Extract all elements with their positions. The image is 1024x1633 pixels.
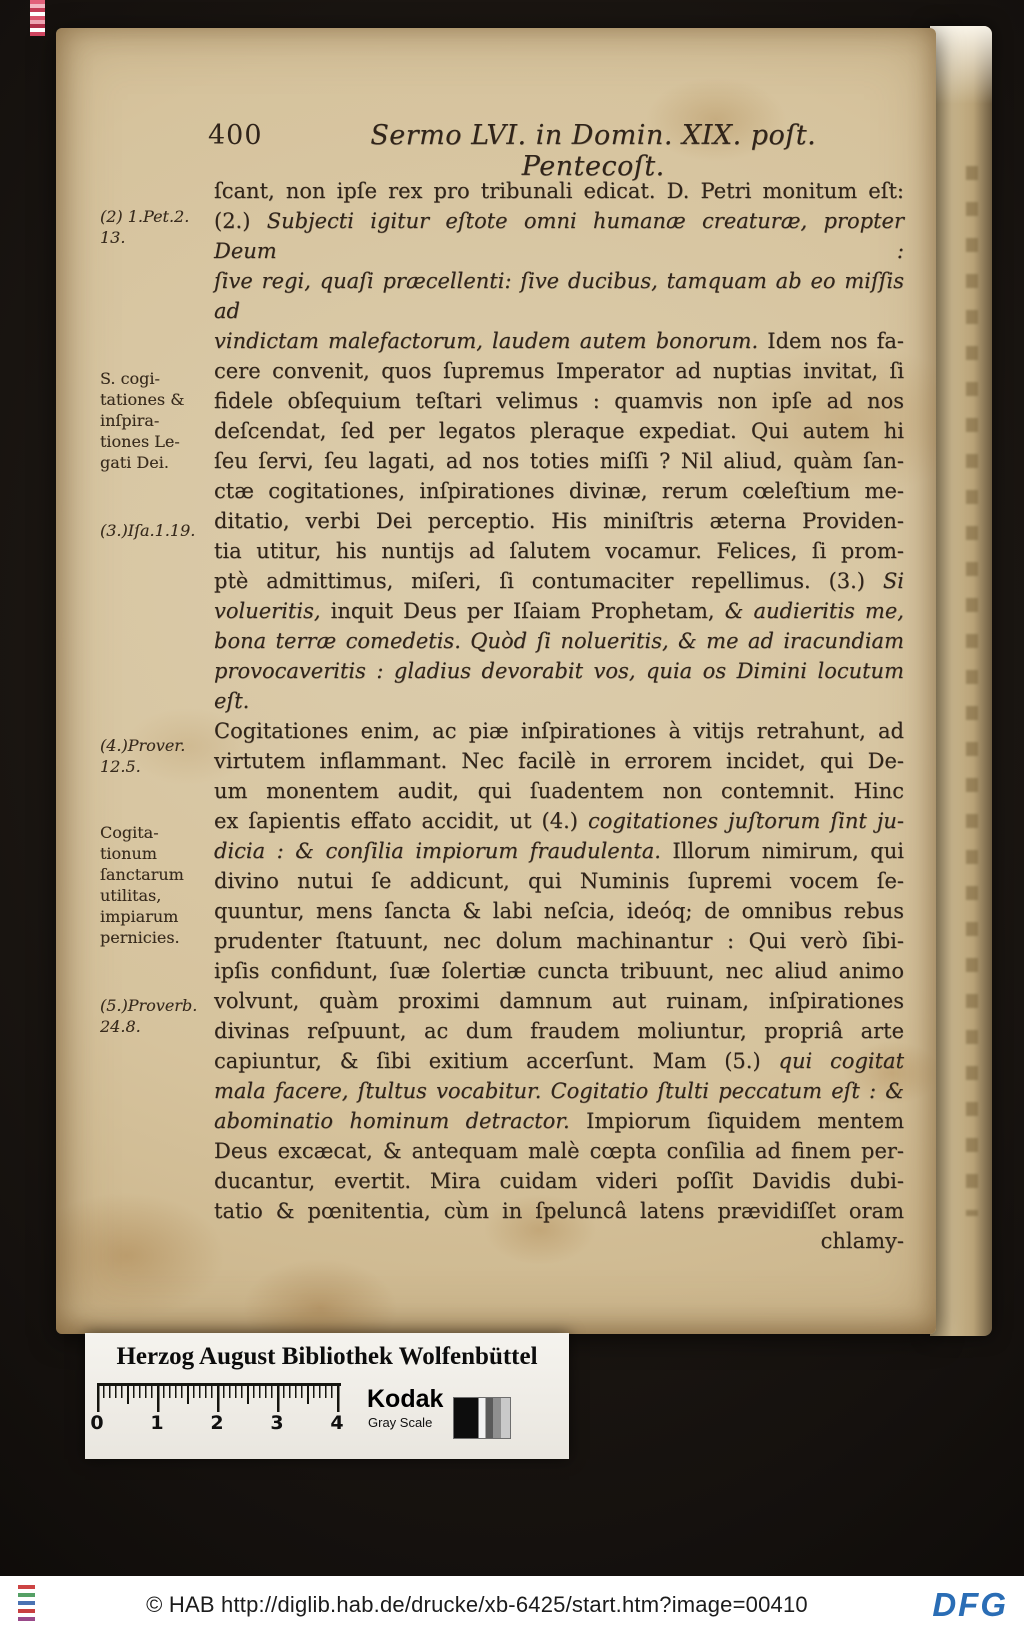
text-line: virtutem inflammant. Nec facilè in errorem incidet, qui De- xyxy=(214,749,904,773)
book-fore-edge xyxy=(930,26,992,1336)
text-line: fidele obſequium teſtari velimus : quamvis non ipſe ad nos xyxy=(214,389,904,413)
gray-scale-label: Gray Scale xyxy=(368,1415,433,1430)
ruler-numbers xyxy=(90,1412,344,1436)
text-line: ptè admittimus, miſeri, ſi contumaciter repellimus. (3.) Si xyxy=(214,569,904,593)
text-line: volvunt, quàm proximi damnum aut ruinam, inſpirationes xyxy=(214,989,904,1013)
text-line: (2.) Subjecti igitur eſtote omni humanæ creaturæ, propter Deum : xyxy=(214,209,904,263)
text-line: ex ſapientis effato accidit, ut (4.) cogitationes juſtorum ſint ju- xyxy=(214,809,905,833)
ruler-number: 3 xyxy=(270,1412,284,1434)
text-line: tatio & pœnitentia, cùm in ſpeluncâ latens prævidiſſet oram xyxy=(214,1199,904,1223)
text-line: Cogitationes enim, ac piæ inſpirationes à vitijs retrahunt, ad xyxy=(214,719,904,743)
text-line: cere convenit, quos ſupremus Imperator ad nuptias invitat, ſi xyxy=(214,359,904,383)
text-line: dicia : & conſilia impiorum fraudulenta. Illorum nimirum, qui xyxy=(214,839,904,863)
text-line: ditatio, verbi Dei perceptio. His miniſtris æterna Providen- xyxy=(214,509,904,533)
text-line: ipſis confidunt, ſuæ ſolertiæ cuncta tribuunt, nec aliud animo xyxy=(214,959,904,983)
footer-bar xyxy=(0,1576,1024,1633)
text-line: ducantur, evertit. Mira cuidam videri poſſit Davidis dubi- xyxy=(214,1169,904,1193)
kodak-brand: Kodak xyxy=(367,1385,444,1413)
margin-note: (3.)Iſa.1.19. xyxy=(100,521,196,540)
text-line: prudenter ſtatuunt, nec dolum machinantur : Qui verò ſibi- xyxy=(214,929,904,953)
library-label-title: Herzog August Bibliothek Wolfenbüttel xyxy=(116,1343,538,1370)
text-line: provocaveritis : gladius devorabit vos, quia os Dimini locutum eſt. xyxy=(214,659,904,713)
text-line: divino nutui ſe addicunt, qui Numinis ſupremi vocem ſe- xyxy=(214,869,904,893)
ruler-number: 0 xyxy=(90,1412,104,1434)
running-title: Sermo LVI. in Domin. XIX. poſt. Pentecoſt. xyxy=(370,120,817,182)
book-page xyxy=(56,28,936,1334)
text-line: tia utitur, his nuntijs ad ſalutem vocamur. Felices, ſi prom- xyxy=(214,539,904,563)
text-lines xyxy=(214,176,904,1256)
color-calibration-strip-top xyxy=(30,0,45,36)
text-line: divinas reſpuunt, ac dum fraudem moliuntur, propriâ arte xyxy=(214,1019,904,1043)
ruler-number: 2 xyxy=(210,1412,224,1434)
margin-note: (5.)Proverb. 24.8. xyxy=(100,996,198,1036)
margin-note: (4.)Prover. 12.5. xyxy=(100,736,186,776)
text-line: chlamy- xyxy=(820,1229,904,1253)
margin-note: (2) 1.Pet.2. 13. xyxy=(100,207,190,247)
calibration-stripe xyxy=(18,1617,35,1621)
text-line: bona terræ comedetis. Quòd ſi nolueritis, & me ad iracundiam xyxy=(214,629,904,653)
dfg-logo: DFG xyxy=(932,1585,1008,1623)
copyright-text: © HAB http://diglib.hab.de/drucke/xb-6425/start.htm?image=00410 xyxy=(146,1591,808,1617)
margin-note: Cogita- tionum ſanctarum utilitas, impiarum pernicies. xyxy=(100,823,184,947)
color-calibration-strip-bottom xyxy=(18,1585,35,1621)
text-line: um monentem audit, qui ſuadentem non contemnit. Hinc xyxy=(214,779,904,803)
text-line: quuntur, mens ſancta & labi neſcia, ideóq; de omnibus rebus xyxy=(214,899,904,923)
ruler-number: 4 xyxy=(330,1412,344,1434)
text-line: ſcant, non ipſe rex pro tribunali edicat. D. Petri monitum eſt: xyxy=(214,179,904,203)
text-line: ctæ cogitationes, inſpirationes divinæ, rerum cœleſtium me- xyxy=(214,479,904,503)
page-number: 400 xyxy=(208,120,263,151)
calibration-stripe xyxy=(30,32,45,36)
margin-note: S. cogi- tationes & inſpira- tiones Le- gati Dei. xyxy=(100,369,185,472)
text-line: volueritis, inquit Deus per Iſaiam Prophetam, & audieritis me, xyxy=(214,599,904,623)
text-line: vindictam malefactorum, laudem autem bonorum. Idem nos fa- xyxy=(214,329,904,353)
text-line: deſcendat, ſed per legatos pleraque expediat. Qui autem hi xyxy=(214,419,904,443)
margin-notes xyxy=(56,28,214,1334)
page-header xyxy=(208,120,888,182)
text-line: mala facere, ſtultus vocabitur. Cogitatio ſtulti peccatum eſt : & xyxy=(214,1079,904,1103)
ruler-ticks xyxy=(97,1383,341,1412)
ruler-scale xyxy=(90,1383,344,1435)
gray-scale-patch xyxy=(453,1397,511,1439)
ruler-number: 1 xyxy=(150,1412,164,1434)
library-label xyxy=(85,1333,569,1459)
text-line: ſive regi, quaſi præcellenti: ſive ducibus, tamquam ab eo miſſis ad xyxy=(214,269,904,323)
text-line: abominatio hominum detractor. Impiorum ſiquidem mentem xyxy=(214,1109,904,1133)
text-line: Deus excæcat, & antequam malè cœpta conſilia ad finem per- xyxy=(214,1139,904,1163)
text-line: ſeu ſervi, ſeu lagati, ad nos toties miſſi ? Nil aliud, quàm ſan- xyxy=(214,449,904,473)
text-line: capiuntur, & ſibi exitium accerſunt. Mam (5.) qui cogitat xyxy=(214,1049,905,1073)
